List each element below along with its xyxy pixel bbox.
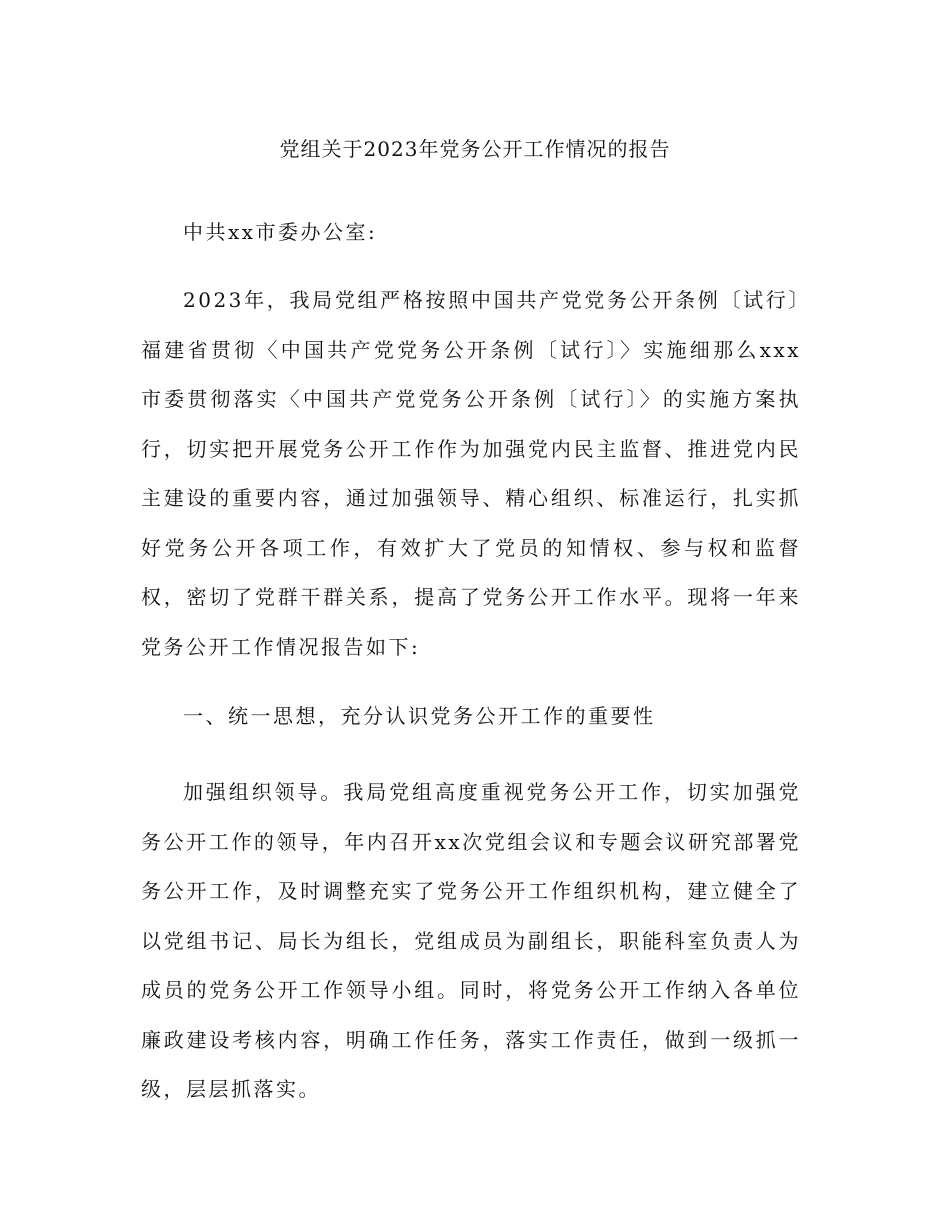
section-heading-1: 一、统一思想，充分认识党务公开工作的重要性: [183, 704, 656, 728]
paragraph-organization-leadership: 加强组织领导。我局党组高度重视党务公开工作，切实加强党务公开工作的领导，年内召开xx次党组会议和专题会议研究部署党务公开工作，及时调整充实了党务公开工作组织机构，建立健全了以党组书记、局长为组长，党组成员为副组长，职能科室负责人为成员的党务公开工作领导小组。同时，将党务公开工作纳入各单位廉政建设考核内容，明确工作任务，落实工作责任，做到一级抓一级，层层抓落实。: [141, 780, 801, 1101]
paragraph-intro: 2023年，我局党组严格按照中国共产党党务公开条例〔试行〕福建省贯彻〈中国共产党党务公开条例〔试行〕〉实施细那么xxx市委贯彻落实〈中国共产党党务公开条例〔试行〕〉的实施方案执行，切实把开展党务公开工作作为加强党内民主监督、推进党内民主建设的重要内容，通过加强领导、精心组织、标准运行，扎实抓好党务公开各项工作，有效扩大了党员的知情权、参与权和监督权，密切了党群干群关系，提高了党务公开工作水平。现将一年来党务公开工作情况报告如下:: [141, 288, 801, 659]
salutation: 中共xx市委办公室:: [183, 220, 378, 244]
document-title: 党组关于2023年党务公开工作情况的报告: [279, 137, 671, 161]
